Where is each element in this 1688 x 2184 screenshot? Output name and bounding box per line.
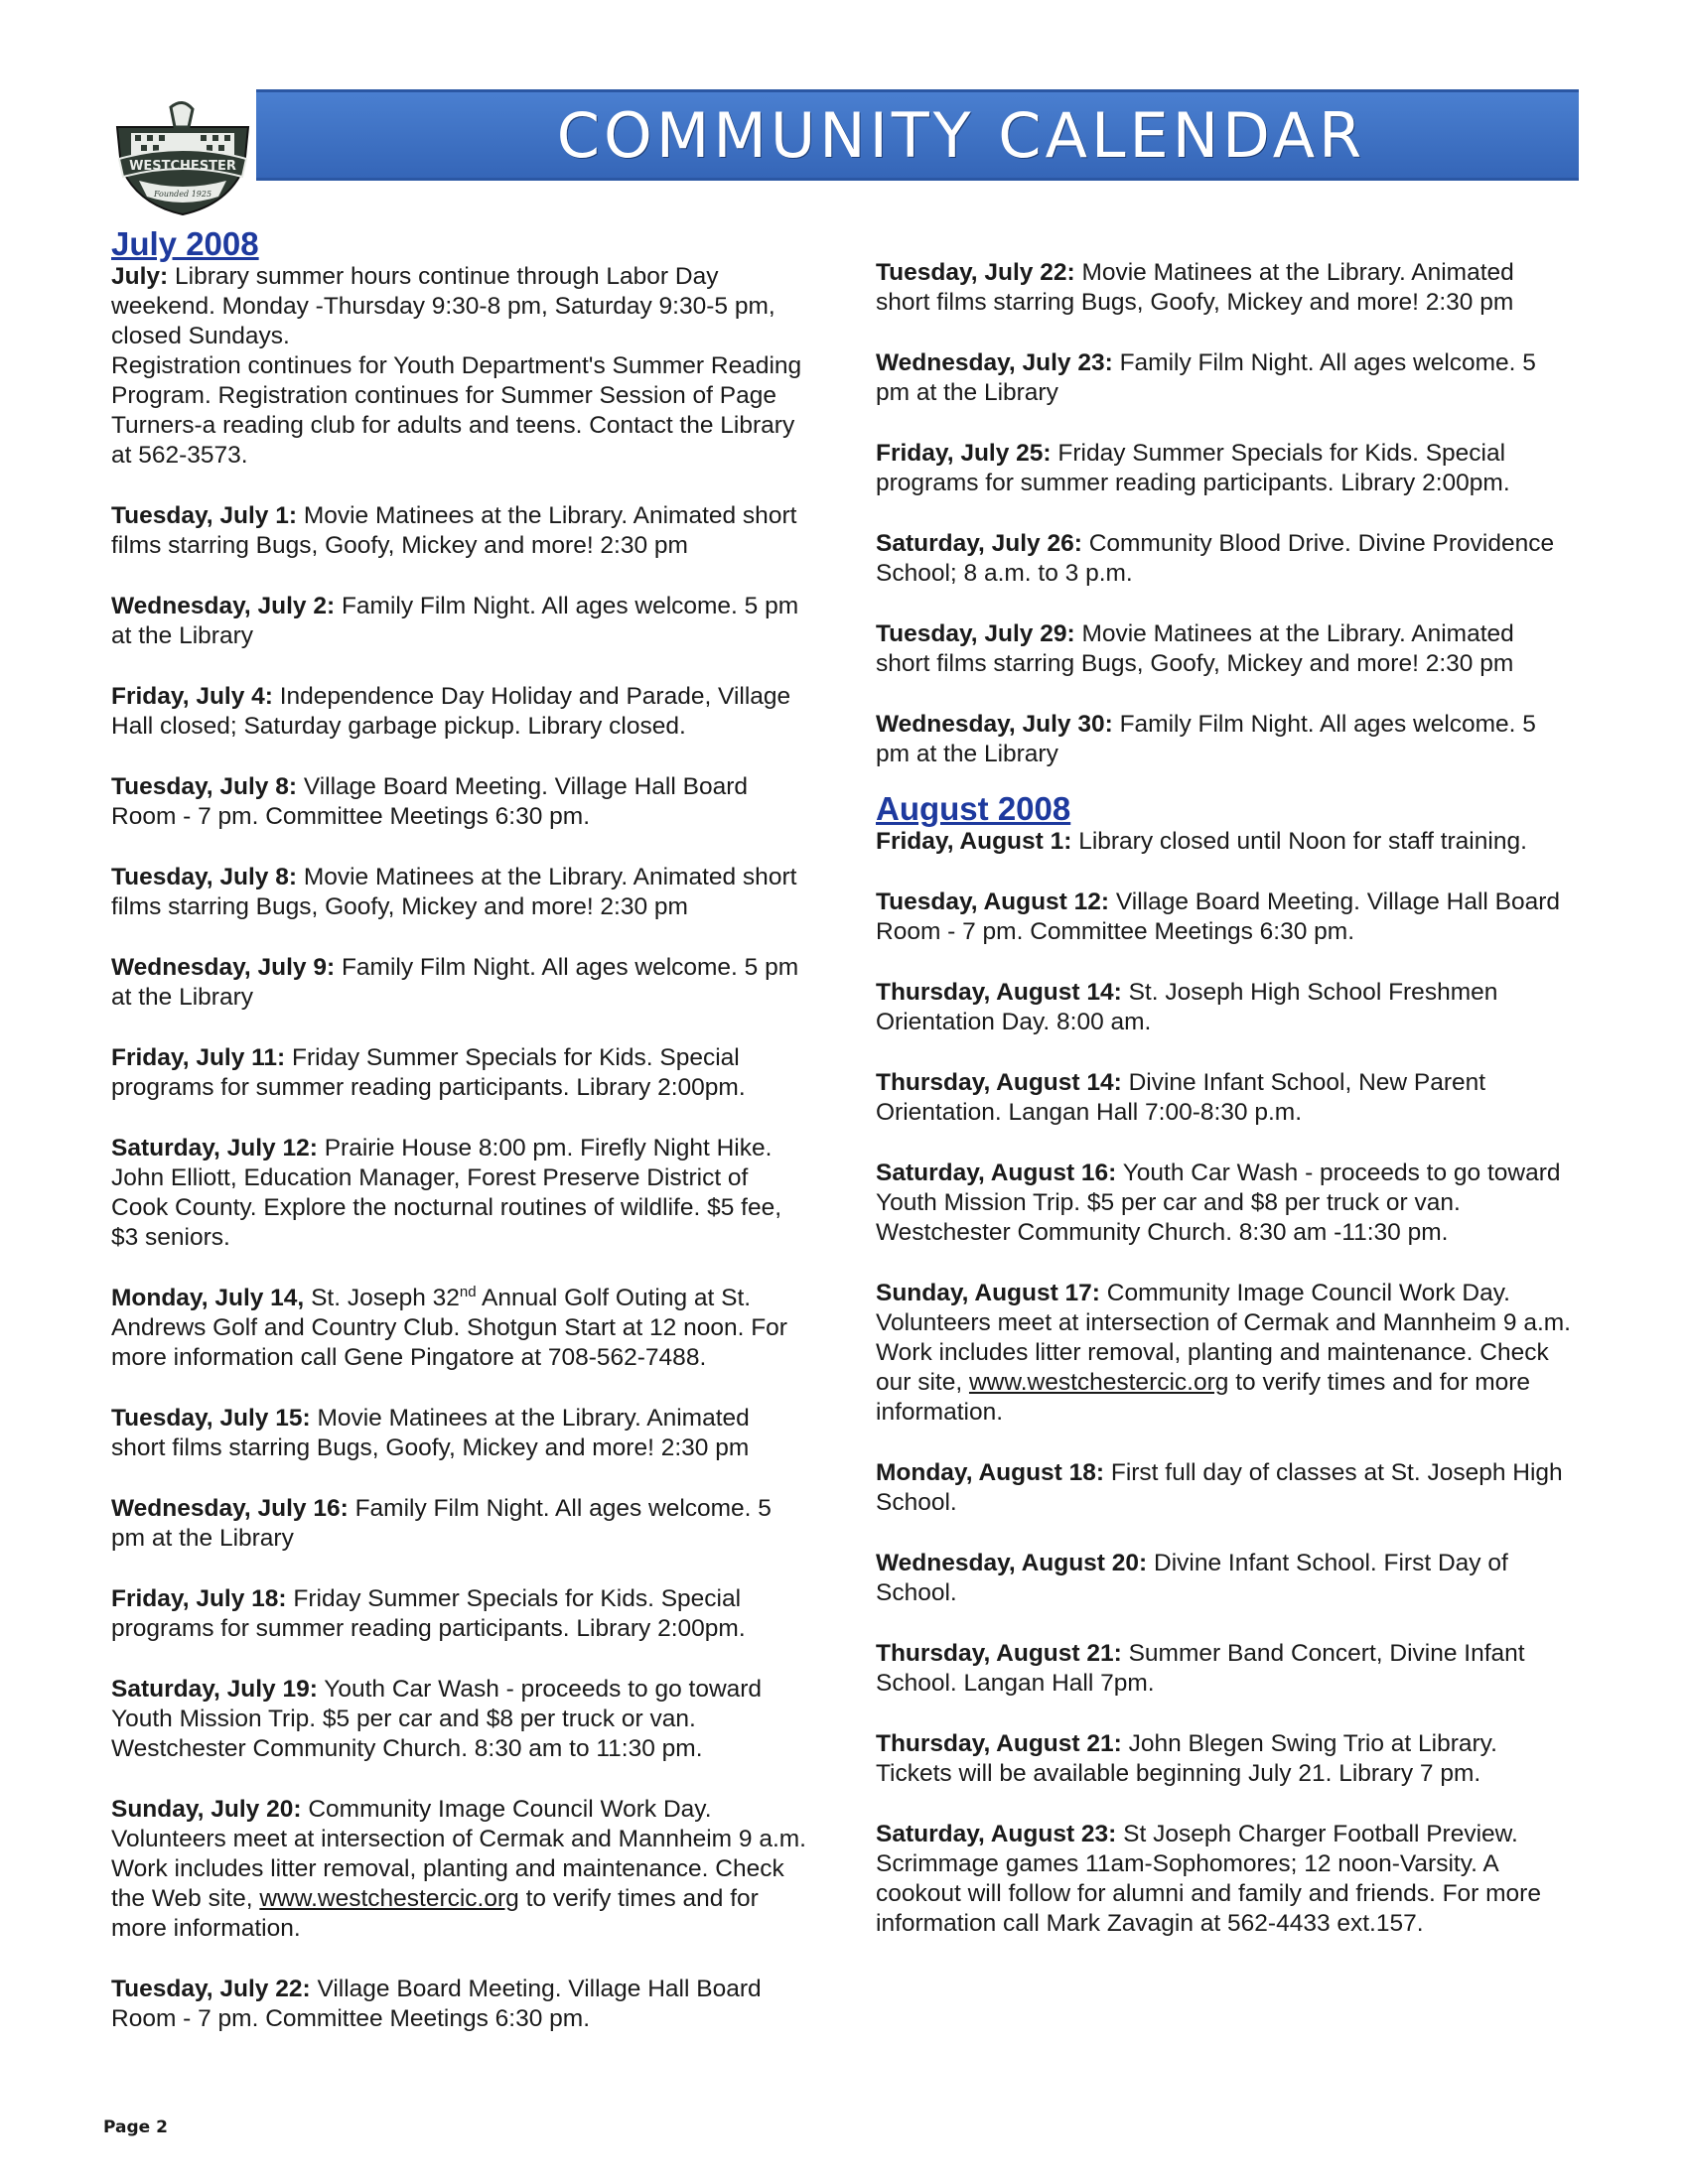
entry-date: Sunday, July 20: <box>111 1796 302 1823</box>
entry-text: St. Joseph 32 <box>311 1285 460 1311</box>
entry-text: Summer Band Concert, Divine Infant School. Langan Hall 7pm. <box>876 1640 1525 1697</box>
entry-date: Sunday, August 17: <box>876 1280 1100 1306</box>
entry-date: Saturday, August 16: <box>876 1160 1117 1186</box>
entry-date: Wednesday, July 23: <box>876 349 1113 376</box>
entry-text: Community Blood Drive. Divine Providence School; 8 a.m. to 3 p.m. <box>876 530 1555 587</box>
entry-date: Friday, July 11: <box>111 1044 286 1071</box>
page-title: COMMUNITY CALENDAR <box>556 99 1366 172</box>
entry-date: Tuesday, July 15: <box>111 1405 311 1432</box>
entry-text: Friday Summer Specials for Kids. Special programs for summer reading participants. Library 2:00pm. <box>111 1044 746 1101</box>
entry-text: Registration continues for Youth Department's Summer Reading Program. Registration continues for Summer Session of Page Turners-a reading club for adults and teens. Contact the Library at 562-3573. <box>111 352 802 469</box>
entry-text: Library summer hours continue through Labor Day weekend. Monday -Thursday 9:30-8 pm, Saturday 9:30-5 pm, closed Sundays. <box>111 263 775 349</box>
entry-text: Movie Matinees at the Library. Animated short films starring Bugs, Goofy, Mickey and more! 2:30 pm <box>876 259 1514 316</box>
entry-text: Divine Infant School, New Parent Orientation. Langan Hall 7:00-8:30 p.m. <box>876 1069 1486 1126</box>
entry-text: Annual Golf Outing at St. Andrews Golf and Country Club. Shotgun Start at 12 noon. For more information call Gene Pingatore at 708-562-7488. <box>111 1285 787 1371</box>
entry-date: Saturday, August 23: <box>876 1821 1117 1847</box>
entry-text: First full day of classes at St. Joseph High School. <box>876 1459 1563 1516</box>
calendar-entry <box>876 978 1571 1037</box>
entry-text: Family Film Night. All ages welcome. 5 pm at the Library <box>876 349 1536 406</box>
entry-date: Tuesday, July 8: <box>111 773 297 800</box>
calendar-entry <box>111 592 806 651</box>
entry-text: Youth Car Wash - proceeds to go toward Youth Mission Trip. $5 per car and $8 per truck or van. Westchester Community Church. 8:30 am to 11:30 pm. <box>111 1676 763 1762</box>
entry-text: Village Board Meeting. Village Hall Board Room - 7 pm. Committee Meetings 6:30 pm. <box>111 1976 762 2032</box>
calendar-entry <box>876 827 1571 857</box>
entry-text: Family Film Night. All ages welcome. 5 pm at the Library <box>111 954 799 1011</box>
logo-text: WESTCHESTER <box>129 159 236 174</box>
ordinal-suffix: nd <box>459 1283 477 1300</box>
entry-date: Tuesday, July 22: <box>111 1976 311 2002</box>
entry-text: Family Film Night. All ages welcome. 5 pm at the Library <box>111 593 799 649</box>
calendar-entry <box>876 1159 1571 1248</box>
entry-text: Community Image Council Work Day. Volunteers meet at intersection of Cermak and Mannheim 9 a.m. Work includes litter removal, planting and maintenance. Check the Web site, <box>111 1796 806 1912</box>
entry-date: Thursday, August 14: <box>876 979 1122 1006</box>
calendar-entry <box>876 1549 1571 1608</box>
entry-date: Wednesday, July 16: <box>111 1495 349 1522</box>
calendar-entry <box>876 1458 1571 1518</box>
entry-date: Thursday, August 14: <box>876 1069 1122 1096</box>
entry-text: Youth Car Wash - proceeds to go toward Youth Mission Trip. $5 per car and $8 per truck or van. Westchester Community Church. 8:30 am -11:30 pm. <box>876 1160 1561 1246</box>
entry-text: Independence Day Holiday and Parade, Village Hall closed; Saturday garbage pickup. Library closed. <box>111 683 791 740</box>
entry-text: St Joseph Charger Football Preview. Scrimmage games 11am-Sophomores; 12 noon-Varsity. A cookout will follow for alumni and family and friends. For more information call Mark Zavagin at 562-4433 ext.157. <box>876 1821 1541 1937</box>
calendar-entry <box>876 710 1571 769</box>
calendar-entry <box>111 1284 806 1373</box>
website-link[interactable]: www.westchestercic.org <box>968 1369 1229 1396</box>
entry-text: Friday Summer Specials for Kids. Special programs for summer reading participants. Library 2:00pm. <box>876 440 1510 496</box>
calendar-entry <box>876 529 1571 589</box>
calendar-entry <box>876 258 1571 318</box>
calendar-entry <box>876 619 1571 679</box>
westchester-logo <box>109 97 256 216</box>
calendar-entry <box>111 1134 806 1253</box>
entry-text: Family Film Night. All ages welcome. 5 pm at the Library <box>876 711 1536 767</box>
calendar-entry <box>111 863 806 922</box>
entry-text: Movie Matinees at the Library. Animated short films starring Bugs, Goofy, Mickey and more! 2:30 pm <box>111 502 797 559</box>
entry-date: July: <box>111 263 169 290</box>
entry-text: Village Board Meeting. Village Hall Board Room - 7 pm. Committee Meetings 6:30 pm. <box>111 773 748 830</box>
left-column <box>111 226 806 2065</box>
entry-text: Prairie House 8:00 pm. Firefly Night Hike. John Elliott, Education Manager, Forest Preserve District of Cook County. Explore the nocturnal routines of wildlife. $5 fee, $3 seniors. <box>111 1135 782 1251</box>
entry-date: Wednesday, July 30: <box>876 711 1113 738</box>
calendar-entry <box>111 682 806 742</box>
calendar-entry <box>876 1279 1571 1428</box>
calendar-entry <box>876 887 1571 947</box>
entry-date: Wednesday, August 20: <box>876 1550 1148 1576</box>
entry-date: Saturday, July 26: <box>876 530 1082 557</box>
calendar-entry <box>876 348 1571 408</box>
calendar-entry <box>111 772 806 832</box>
entry-date: Monday, August 18: <box>876 1459 1105 1486</box>
entry-date: Friday, July 4: <box>111 683 273 710</box>
calendar-entry <box>876 1639 1571 1699</box>
right-column <box>876 258 1571 1970</box>
entry-text: John Blegen Swing Trio at Library. Tickets will be available beginning July 21. Library 7 pm. <box>876 1730 1497 1787</box>
entry-date: Wednesday, July 9: <box>111 954 336 981</box>
entry-date: Friday, July 25: <box>876 440 1052 467</box>
calendar-entry <box>111 953 806 1013</box>
entry-date: Friday, July 18: <box>111 1585 287 1612</box>
entry-text: Community Image Council Work Day. Volunteers meet at intersection of Cermak and Mannheim 9 a.m. Work includes litter removal, planting and maintenance. Check our site, <box>876 1280 1571 1396</box>
calendar-entry <box>876 1820 1571 1939</box>
entry-date: Tuesday, July 1: <box>111 502 297 529</box>
entry-date: Thursday, August 21: <box>876 1640 1122 1667</box>
entry-text: Library closed until Noon for staff training. <box>1078 828 1527 855</box>
calendar-entry <box>111 1975 806 2034</box>
entry-date: Tuesday, July 22: <box>876 259 1075 286</box>
calendar-entry <box>876 439 1571 498</box>
page-number: Page 2 <box>103 2117 168 2137</box>
calendar-entry <box>876 1729 1571 1789</box>
logo-subtext: Founded 1925 <box>153 190 212 199</box>
calendar-entry <box>111 1584 806 1644</box>
calendar-entry <box>111 501 806 561</box>
entry-date: Saturday, July 19: <box>111 1676 318 1703</box>
entry-date: Tuesday, July 29: <box>876 620 1075 647</box>
entry-text: Movie Matinees at the Library. Animated short films starring Bugs, Goofy, Mickey and more! 2:30 pm <box>111 1405 750 1461</box>
header-banner <box>256 89 1579 181</box>
entry-text: Friday Summer Specials for Kids. Special programs for summer reading participants. Library 2:00pm. <box>111 1585 746 1642</box>
calendar-entry <box>111 1675 806 1764</box>
calendar-entry <box>111 1043 806 1103</box>
entry-date: Tuesday, August 12: <box>876 888 1110 915</box>
entry-date: Wednesday, July 2: <box>111 593 336 619</box>
entry-date: Monday, July 14, <box>111 1285 305 1311</box>
calendar-entry <box>111 1404 806 1463</box>
month-heading-august: August 2008 <box>876 790 1071 827</box>
entry-text: to verify times and for more information. <box>111 1885 759 1942</box>
entry-text: Movie Matinees at the Library. Animated short films starring Bugs, Goofy, Mickey and more! 2:30 pm <box>111 864 797 920</box>
entry-text: to verify times and for more information. <box>876 1369 1531 1426</box>
entry-date: Thursday, August 21: <box>876 1730 1122 1757</box>
calendar-entry <box>876 1068 1571 1128</box>
entry-date: Saturday, July 12: <box>111 1135 318 1161</box>
calendar-entry <box>111 262 806 351</box>
entry-text: Family Film Night. All ages welcome. 5 pm at the Library <box>111 1495 772 1552</box>
calendar-entry <box>111 1795 806 1944</box>
website-link[interactable]: www.westchestercic.org <box>259 1885 519 1912</box>
entry-date: Friday, August 1: <box>876 828 1072 855</box>
entry-date: Tuesday, July 8: <box>111 864 297 890</box>
entry-text: St. Joseph High School Freshmen Orientation Day. 8:00 am. <box>876 979 1498 1035</box>
entry-text: Movie Matinees at the Library. Animated short films starring Bugs, Goofy, Mickey and more! 2:30 pm <box>876 620 1514 677</box>
entry-text: Village Board Meeting. Village Hall Board Room - 7 pm. Committee Meetings 6:30 pm. <box>876 888 1561 945</box>
calendar-entry <box>111 351 806 471</box>
month-heading-july: July 2008 <box>111 225 259 262</box>
entry-text: Divine Infant School. First Day of School. <box>876 1550 1508 1606</box>
calendar-entry <box>111 1494 806 1554</box>
